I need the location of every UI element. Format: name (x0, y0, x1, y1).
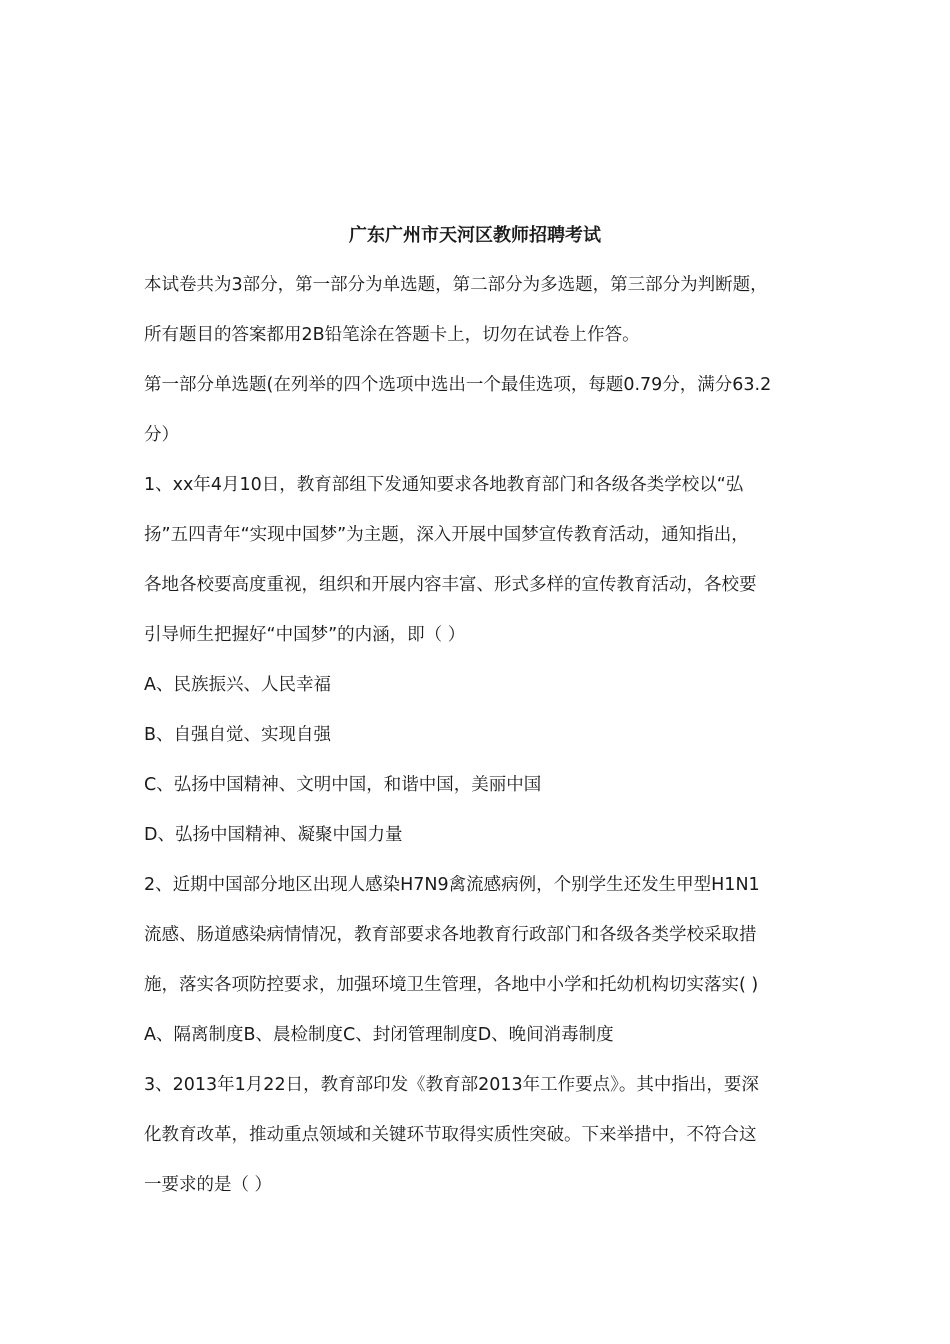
question-3-line-2: 化教育改革，推动重点领域和关键环节取得实质性突破。下来举措中，不符合这 (144, 1125, 757, 1145)
question-1-option-a: A、民族振兴、人民幸福 (144, 675, 331, 695)
question-2-line-1: 2、近期中国部分地区出现人感染H7N9禽流感病例，个别学生还发生甲型H1N1 (144, 875, 760, 895)
question-1-line-1: 1、xx年4月10日，教育部组下发通知要求各地教育部门和各级各类学校以“弘 (144, 475, 744, 495)
question-1-line-4: 引导师生把握好“中国梦”的内涵，即（ ） (144, 625, 466, 645)
intro-line-2: 所有题目的答案都用2B铅笔涂在答题卡上，切勿在试卷上作答。 (144, 325, 640, 345)
question-2-line-3: 施，落实各项防控要求，加强环境卫生管理，各地中小学和托幼机构切实落实( ) (144, 975, 759, 995)
question-1-option-b: B、自强自觉、实现自强 (144, 725, 332, 745)
question-2-line-2: 流感、肠道感染病情情况，教育部要求各地教育行政部门和各级各类学校采取措 (144, 925, 757, 945)
question-3-line-1: 3、2013年1月22日，教育部印发《教育部2013年工作要点》。其中指出，要深 (144, 1075, 759, 1095)
question-1-line-3: 各地各校要高度重视，组织和开展内容丰富、形式多样的宣传教育活动，各校要 (144, 575, 757, 595)
question-3-line-3: 一要求的是（ ） (144, 1175, 273, 1195)
intro-line-1: 本试卷共为3部分，第一部分为单选题，第二部分为多选题，第三部分为判断题， (144, 275, 768, 295)
question-2-options: A、隔离制度B、晨检制度C、封闭管理制度D、晚间消毒制度 (144, 1025, 614, 1045)
section-heading-line-1: 第一部分单选题(在列举的四个选项中选出一个最佳选项，每题0.79分，满分63.2 (144, 375, 772, 395)
question-1-line-2: 扬”五四青年“实现中国梦”为主题，深入开展中国梦宣传教育活动，通知指出， (144, 525, 749, 545)
question-1-option-d: D、弘扬中国精神、凝聚中国力量 (144, 825, 403, 845)
question-1-option-c: C、弘扬中国精神、文明中国，和谐中国，美丽中国 (144, 775, 542, 795)
section-heading-line-2: 分） (144, 425, 179, 445)
document-title: 广东广州市天河区教师招聘考试 (349, 225, 601, 246)
